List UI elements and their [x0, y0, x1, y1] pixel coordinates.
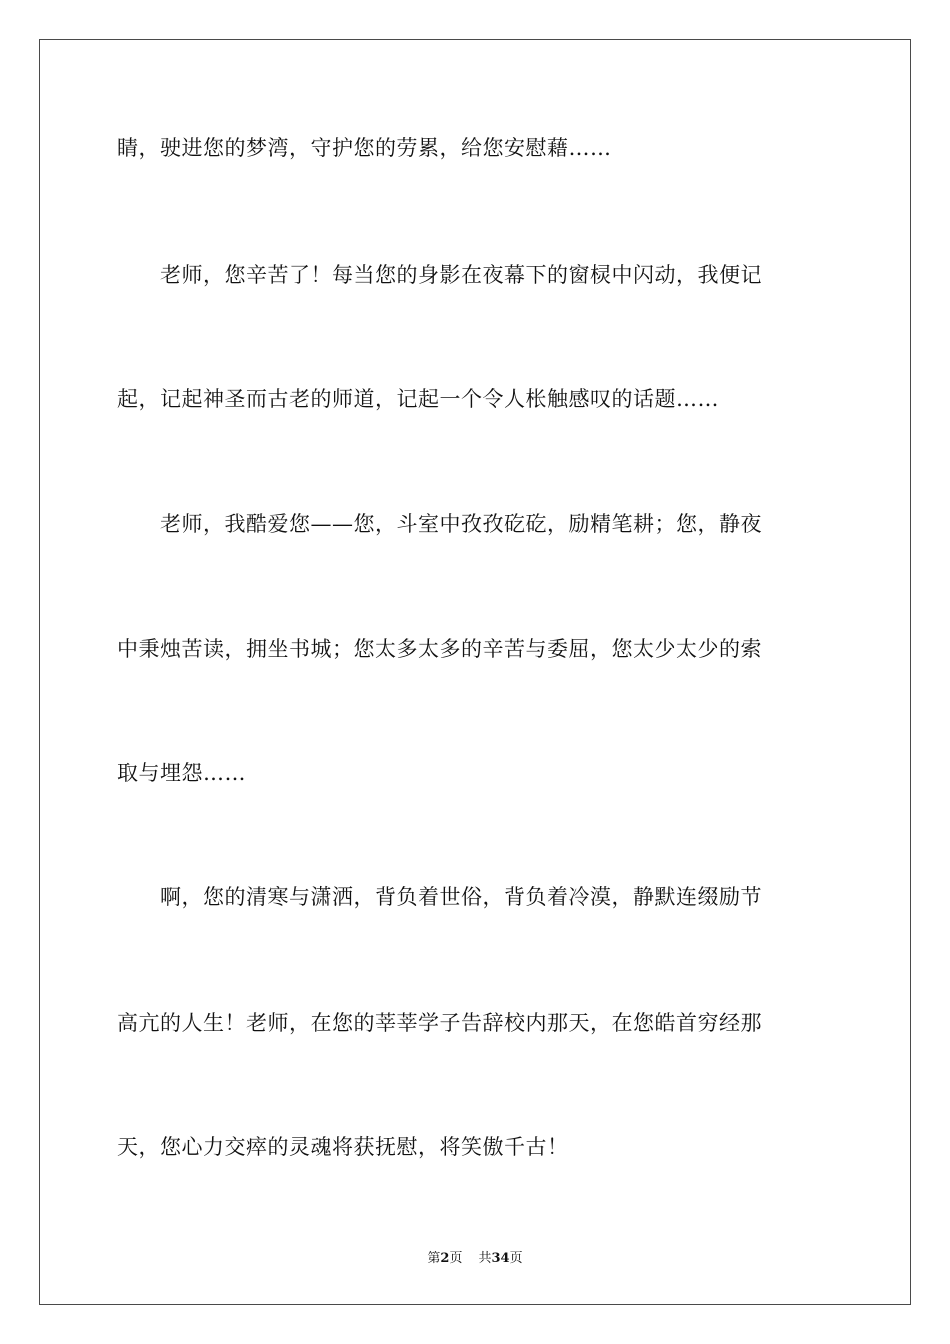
current-page-number: 2 — [440, 1251, 450, 1266]
paragraph-line: 高亢的人生！老师，在您的莘莘学子告辞校内那天，在您皓首穷经那 — [117, 1011, 762, 1035]
paragraph-line: 天，您心力交瘁的灵魂将获抚慰，将笑傲千古！ — [117, 1135, 569, 1159]
paragraph-line: 取与埋怨…… — [117, 761, 246, 785]
total-suffix: 页 — [509, 1251, 523, 1266]
page-border — [39, 39, 911, 1305]
paragraph-line: 睛，驶进您的梦湾，守护您的劳累，给您安慰藉…… — [117, 136, 612, 160]
page-suffix: 页 — [449, 1251, 463, 1266]
paragraph-line: 老师，您辛苦了！每当您的身影在夜幕下的窗棂中闪动，我便记 — [117, 263, 762, 287]
page-number-footer — [0, 1247, 950, 1266]
paragraph-line: 起，记起神圣而古老的师道，记起一个令人枨触感叹的话题…… — [117, 387, 719, 411]
paragraph-line: 啊，您的清寒与潇洒，背负着世俗，背负着冷漠，静默连缀励节 — [117, 885, 762, 909]
total-prefix: 共 — [478, 1251, 492, 1266]
page-prefix: 第 — [427, 1251, 441, 1266]
total-page-count: 34 — [491, 1251, 510, 1266]
paragraph-line: 中秉烛苦读，拥坐书城；您太多太多的辛苦与委屈，您太少太少的索 — [117, 637, 762, 661]
paragraph-line: 老师，我酷爱您——您，斗室中孜孜矻矻，励精笔耕；您，静夜 — [117, 512, 762, 536]
